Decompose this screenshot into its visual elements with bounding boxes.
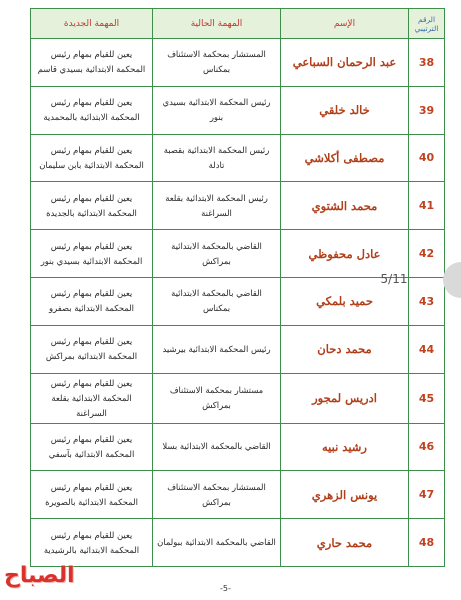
row-name: حميد بلمكي (281, 277, 409, 325)
row-number: 41 (409, 182, 445, 230)
row-new-role: يعين للقيام بمهام رئيس المحكمة الابتدائية بالمحمدية (31, 86, 153, 134)
row-new-role: يعين للقيام بمهام رئيس المحكمة الابتدائية بالجديدة (31, 182, 153, 230)
row-name: مصطفى أكلاشي (281, 134, 409, 182)
table-row (31, 519, 445, 567)
table-row (31, 86, 445, 134)
row-new-role: يعين للقيام بمهام رئيس المحكمة الابتدائية بابن سليمان (31, 134, 153, 182)
row-number: 45 (409, 373, 445, 423)
row-number: 42 (409, 230, 445, 278)
row-current-role: القاضي بالمحكمة الابتدائية ببولمان (153, 519, 281, 567)
row-name: عبد الرحمان السباعي (281, 39, 409, 87)
row-current-role: مستشار بمحكمة الاستئناف بمراكش (153, 373, 281, 423)
row-new-role: يعين للقيام بمهام رئيس المحكمة الابتدائية بالرشيدية (31, 519, 153, 567)
row-number: 47 (409, 471, 445, 519)
row-current-role: رئيس المحكمة الابتدائية بسيدي بنور (153, 86, 281, 134)
row-current-role: رئيس المحكمة الابتدائية بقلعة السراغنة (153, 182, 281, 230)
row-new-role: يعين للقيام بمهام رئيس المحكمة الابتدائية بآسفي (31, 423, 153, 471)
row-number: 48 (409, 519, 445, 567)
row-number: 44 (409, 325, 445, 373)
table-header-row (31, 9, 445, 39)
row-current-role: رئيس المحكمة الابتدائية بيرشيد (153, 325, 281, 373)
row-name: رشيد نبيه (281, 423, 409, 471)
row-new-role: يعين للقيام بمهام رئيس المحكمة الابتدائية بسيدي قاسم (31, 39, 153, 87)
row-current-role: القاضي بالمحكمة الابتدائية بسلا (153, 423, 281, 471)
table-row (31, 39, 445, 87)
table-row (31, 182, 445, 230)
row-number: 43 (409, 277, 445, 325)
row-name: ادريس لمجور (281, 373, 409, 423)
row-new-role: يعين للقيام بمهام رئيس المحكمة الابتدائية بقلعة السراغنة (31, 373, 153, 423)
row-number: 40 (409, 134, 445, 182)
row-current-role: القاضي بالمحكمة الابتدائية بمكناس (153, 277, 281, 325)
table-row (31, 325, 445, 373)
header-name: الإسم (281, 9, 409, 39)
row-current-role: القاضي بالمحكمة الابتدائية بمراكش (153, 230, 281, 278)
row-new-role: يعين للقيام بمهام رئيس المحكمة الابتدائية بسيدي بنور (31, 230, 153, 278)
logo: الصباح (4, 563, 75, 588)
header-new-role: المهمة الجديدة (31, 9, 153, 39)
row-current-role: المستشار بمحكمة الاستئناف بمكناس (153, 39, 281, 87)
header-number: الرقم الترتيبي (409, 9, 445, 39)
row-name: محمد دحان (281, 325, 409, 373)
page-indicator: 5/11 (380, 272, 408, 286)
table-row (31, 471, 445, 519)
scroll-handle[interactable] (443, 262, 461, 298)
row-name: محمد الشتوي (281, 182, 409, 230)
row-number: 38 (409, 39, 445, 87)
row-name: خالد خلقي (281, 86, 409, 134)
row-number: 46 (409, 423, 445, 471)
row-new-role: يعين للقيام بمهام رئيس المحكمة الابتدائية بمراكش (31, 325, 153, 373)
table-row (31, 373, 445, 423)
footer-page-number: -5- (220, 584, 231, 593)
row-number: 39 (409, 86, 445, 134)
header-current-role: المهمة الحالية (153, 9, 281, 39)
row-name: محمد حاري (281, 519, 409, 567)
row-new-role: يعين للقيام بمهام رئيس المحكمة الابتدائية بصفرو (31, 277, 153, 325)
row-current-role: المستشار بمحكمة الاستئناف بمراكش (153, 471, 281, 519)
row-new-role: يعين للقيام بمهام رئيس المحكمة الابتدائية بالصويرة (31, 471, 153, 519)
table-row (31, 134, 445, 182)
row-name: عادل محفوظي (281, 230, 409, 278)
table-row (31, 423, 445, 471)
row-name: يونس الزهري (281, 471, 409, 519)
row-current-role: رئيس المحكمة الابتدائية بقصبة تادلة (153, 134, 281, 182)
